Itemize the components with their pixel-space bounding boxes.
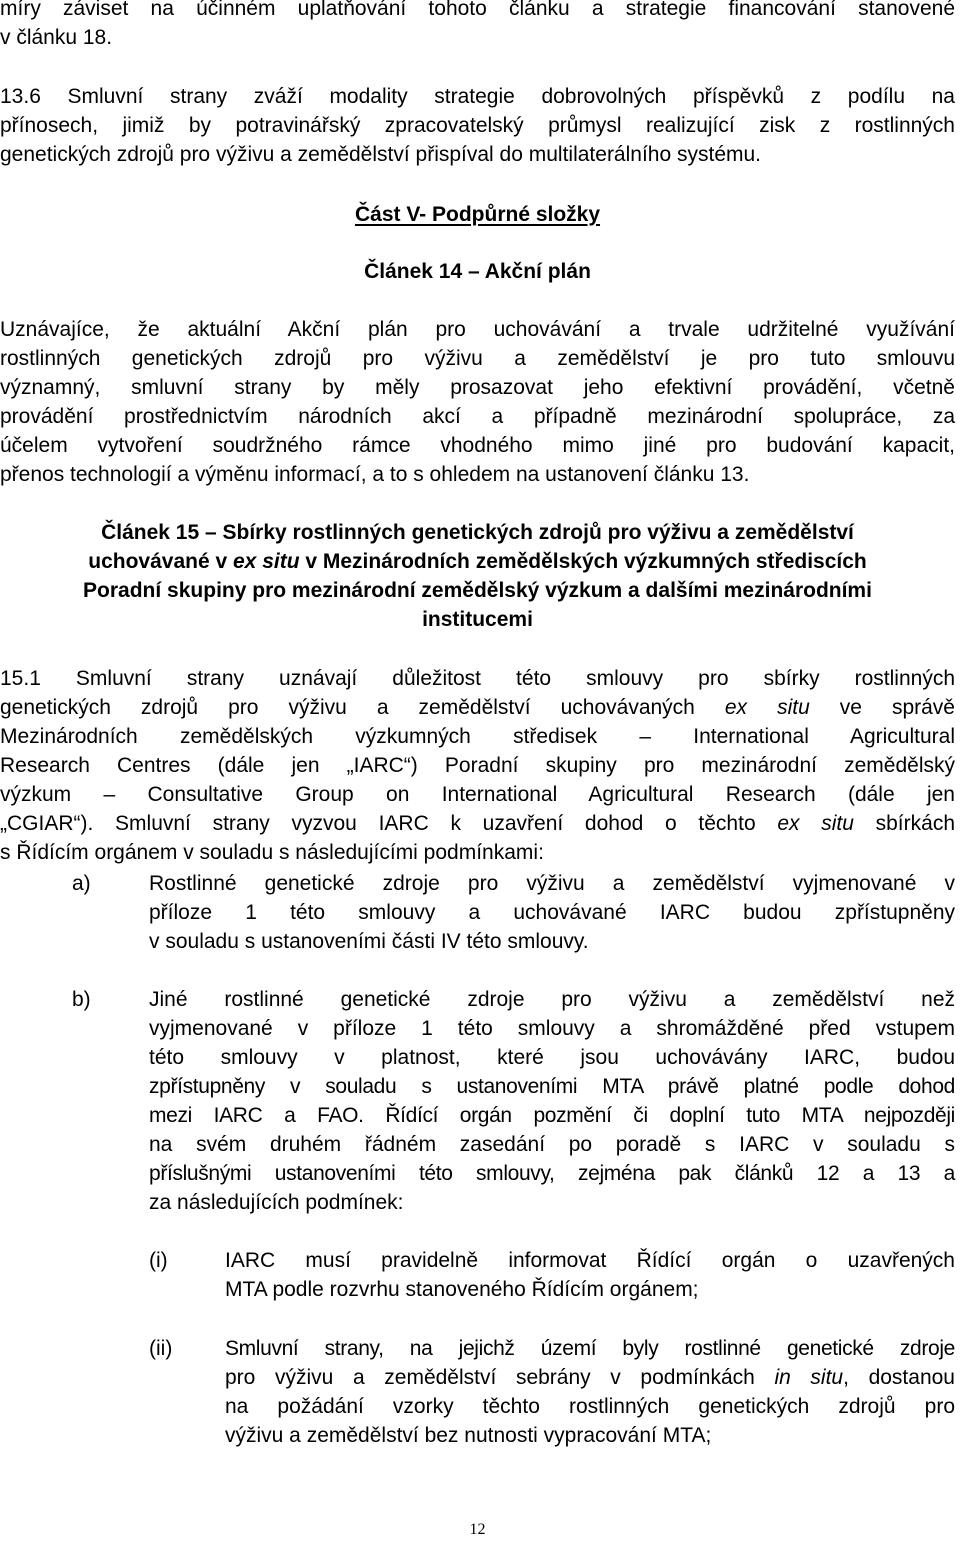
text-line: v článku 18. bbox=[0, 26, 113, 49]
text-line: příslušnými ustanoveními této smlouvy, zejména pak článků 12 a 13 a bbox=[149, 1162, 955, 1185]
text-line: přenos technologií a výměnu informací, a to s ohledem na ustanovení článku 13. bbox=[0, 463, 750, 486]
text-line: MTA podle rozvrhu stanoveného Řídícím orgánem; bbox=[225, 1278, 699, 1301]
heading-line: uchovávané v ex situ v Mezinárodních zemědělských výzkumných střediscích bbox=[88, 550, 867, 573]
text-line: pro výživu a zemědělství sebrány v podmínkách in situ, dostanou bbox=[225, 1366, 955, 1389]
heading-line: Článek 15 – Sbírky rostlinných genetických zdrojů pro výživu a zemědělství bbox=[101, 521, 854, 544]
article-14-body bbox=[0, 315, 955, 489]
text-line: v souladu s ustanoveními části IV této smlouvy. bbox=[149, 930, 589, 953]
text-line: vyjmenované v příloze 1 této smlouvy a shromážděné před vstupem bbox=[149, 1017, 955, 1040]
text-line: genetických zdrojů pro výživu a zemědělství uchovávaných ex situ ve správě bbox=[0, 696, 955, 719]
text-line: Rostlinné genetické zdroje pro výživu a zemědělství vyjmenované v bbox=[149, 872, 955, 895]
part-heading bbox=[0, 200, 955, 229]
paragraph-15-1 bbox=[0, 664, 955, 867]
article-14-heading-text: Článek 14 – Akční plán bbox=[364, 260, 591, 283]
list-item-body bbox=[149, 985, 955, 1217]
paragraph-13-6 bbox=[0, 82, 955, 169]
text-line: míry záviset na účinném uplatňování tohoto článku a strategie financování stanovené bbox=[0, 0, 955, 20]
text-line: „CGIAR“). Smluvní strany vyzvou IARC k uzavření dohod o těchto ex situ sbírkách bbox=[0, 812, 955, 835]
text-line: za následujících podmínek: bbox=[149, 1191, 404, 1214]
text-line: Mezinárodních zemědělských výzkumných středisek – International Agricultural bbox=[0, 725, 955, 748]
text-line: výzkum – Consultative Group on International Agricultural Research (dále jen bbox=[0, 783, 955, 806]
text-line: 15.1 Smluvní strany uznávají důležitost této smlouvy pro sbírky rostlinných bbox=[0, 667, 955, 690]
text-line: IARC musí pravidelně informovat Řídící orgán o uzavřených bbox=[225, 1249, 955, 1272]
text-line: výživu a zemědělství bez nutnosti vypracování MTA; bbox=[225, 1424, 712, 1447]
list-marker: b) bbox=[72, 988, 91, 1011]
text-line: této smlouvy v platnost, které jsou uchovávány IARC, budou bbox=[149, 1046, 955, 1069]
text-line: přínosech, jimiž by potravinářský zpracovatelský průmysl realizující zisk z rostlinných bbox=[0, 114, 955, 137]
paragraph-continuation bbox=[0, 0, 955, 52]
text-line: účelem vytvoření soudržného rámce vhodného mimo jiné pro budování kapacit, bbox=[0, 434, 955, 457]
text-line: rostlinných genetických zdrojů pro výživu a zemědělství je pro tuto smlouvu bbox=[0, 347, 955, 370]
text-line: Smluvní strany, na jejichž území byly rostlinné genetické zdroje bbox=[225, 1337, 955, 1360]
text-line: zpřístupněny v souladu s ustanoveními MTA právě platné podle dohod bbox=[149, 1075, 955, 1098]
article-15-heading bbox=[0, 518, 955, 634]
article-14-heading bbox=[0, 257, 955, 286]
text-line: Uznávajíce, že aktuální Akční plán pro uchovávání a trvale udržitelné využívání bbox=[0, 318, 955, 341]
text-line: genetických zdrojů pro výživu a zemědělství přispíval do multilaterálního systému. bbox=[0, 143, 762, 166]
list-marker: a) bbox=[72, 872, 91, 895]
text-line: mezi IARC a FAO. Řídící orgán pozmění či doplní tuto MTA nejpozději bbox=[149, 1104, 955, 1127]
list-marker: (ii) bbox=[149, 1337, 173, 1360]
text-line: na požádání vzorky těchto rostlinných genetických zdrojů pro bbox=[225, 1395, 955, 1418]
part-heading-text: Část V- Podpůrné složky bbox=[354, 203, 601, 226]
text-line: s Řídícím orgánem v souladu s následujícími podmínkami: bbox=[0, 841, 544, 864]
text-line: významný, smluvní strany by měly prosazovat jeho efektivní provádění, včetně bbox=[0, 376, 955, 399]
heading-line: Poradní skupiny pro mezinárodní zemědělský výzkum a dalšími mezinárodními bbox=[83, 579, 872, 602]
text-line: na svém druhém řádném zasedání po poradě s IARC v souladu s bbox=[149, 1133, 955, 1156]
heading-line: institucemi bbox=[422, 608, 533, 631]
list-item-body bbox=[225, 1246, 955, 1304]
text-line: příloze 1 této smlouvy a uchovávané IARC budou zpřístupněny bbox=[149, 901, 955, 924]
text-line: Jiné rostlinné genetické zdroje pro výživu a zemědělství než bbox=[149, 988, 955, 1011]
list-item-body bbox=[149, 869, 955, 956]
page-number: 12 bbox=[469, 1521, 486, 1538]
list-item-body bbox=[225, 1334, 955, 1450]
text-line: Research Centres (dále jen „IARC“) Poradní skupiny pro mezinárodní zemědělský bbox=[0, 754, 955, 777]
text-line: provádění prostřednictvím národních akcí a případně mezinárodní spolupráce, za bbox=[0, 405, 955, 428]
list-marker: (i) bbox=[149, 1249, 168, 1272]
text-line: 13.6 Smluvní strany zváží modality strategie dobrovolných příspěvků z podílu na bbox=[0, 85, 955, 108]
